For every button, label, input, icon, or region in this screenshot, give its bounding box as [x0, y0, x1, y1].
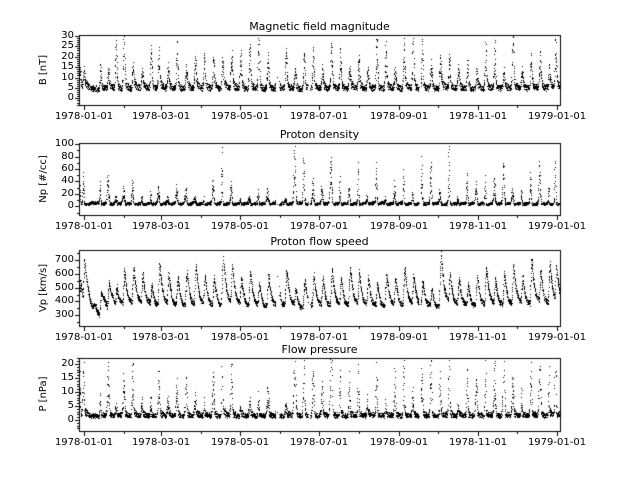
panel-1-title: Magnetic field magnitude	[249, 20, 390, 33]
y-tick-label: 500	[54, 282, 74, 293]
x-tick-label: 1978-05-01	[210, 221, 270, 232]
y-tick-label: 0	[67, 414, 74, 425]
x-tick-label: 1978-07-01	[289, 332, 349, 343]
x-tick-label: 1978-07-01	[289, 221, 349, 232]
x-tick-label: 1978-03-01	[131, 437, 191, 448]
x-tick-label: 1978-09-01	[369, 221, 429, 232]
x-tick-label: 1978-05-01	[210, 332, 270, 343]
y-tick-label: 80	[61, 151, 74, 162]
x-tick-label: 1978-09-01	[369, 111, 429, 122]
x-tick-label: 1978-11-01	[448, 221, 508, 232]
panel-3-title: Proton flow speed	[270, 235, 369, 248]
x-tick-label: 1979-01-01	[527, 437, 587, 448]
y-tick-label: 40	[61, 175, 74, 186]
x-tick-label: 1978-09-01	[369, 437, 429, 448]
y-tick-label: 20	[61, 358, 74, 369]
panel-3-ylabel: Vp [km/s]	[38, 263, 49, 313]
x-tick-label: 1978-09-01	[369, 332, 429, 343]
x-tick-label: 1978-11-01	[448, 437, 508, 448]
y-tick-label: 15	[61, 372, 74, 383]
x-tick-label: 1978-11-01	[448, 111, 508, 122]
x-tick-label: 1978-05-01	[210, 437, 270, 448]
x-tick-label: 1978-07-01	[289, 437, 349, 448]
y-tick-label: 600	[54, 268, 74, 279]
y-tick-label: 15	[61, 61, 74, 72]
y-tick-label: 25	[61, 40, 74, 51]
x-tick-label: 1978-01-01	[54, 111, 114, 122]
x-tick-label: 1978-11-01	[448, 332, 508, 343]
x-tick-label: 1978-03-01	[131, 332, 191, 343]
x-tick-label: 1978-01-01	[54, 332, 114, 343]
panel-4-title: Flow pressure	[281, 343, 358, 356]
x-tick-label: 1978-03-01	[131, 111, 191, 122]
x-tick-label: 1979-01-01	[527, 221, 587, 232]
y-tick-label: 10	[61, 386, 74, 397]
x-tick-label: 1978-07-01	[289, 111, 349, 122]
panel-4-ylabel: P [nPa]	[38, 376, 49, 412]
y-tick-label: 400	[54, 295, 74, 306]
y-tick-label: 20	[61, 188, 74, 199]
y-tick-label: 0	[67, 200, 74, 211]
x-tick-label: 1978-03-01	[131, 221, 191, 232]
y-tick-label: 60	[61, 163, 74, 174]
x-tick-label: 1979-01-01	[527, 111, 587, 122]
x-tick-label: 1978-01-01	[54, 221, 114, 232]
y-tick-label: 5	[67, 400, 74, 411]
y-tick-label: 30	[61, 30, 74, 41]
x-tick-label: 1979-01-01	[527, 332, 587, 343]
panel-1-ylabel: B [nT]	[38, 54, 49, 86]
y-tick-label: 10	[61, 72, 74, 83]
x-tick-label: 1978-05-01	[210, 111, 270, 122]
x-tick-label: 1978-01-01	[54, 437, 114, 448]
y-tick-label: 100	[54, 138, 74, 149]
y-tick-label: 20	[61, 51, 74, 62]
y-tick-label: 0	[67, 92, 74, 103]
panel-2-ylabel: Np [#/cc]	[38, 155, 49, 203]
y-tick-label: 300	[54, 309, 74, 320]
y-tick-label: 5	[67, 82, 74, 93]
y-tick-label: 700	[54, 254, 74, 265]
panel-2-title: Proton density	[279, 128, 360, 141]
